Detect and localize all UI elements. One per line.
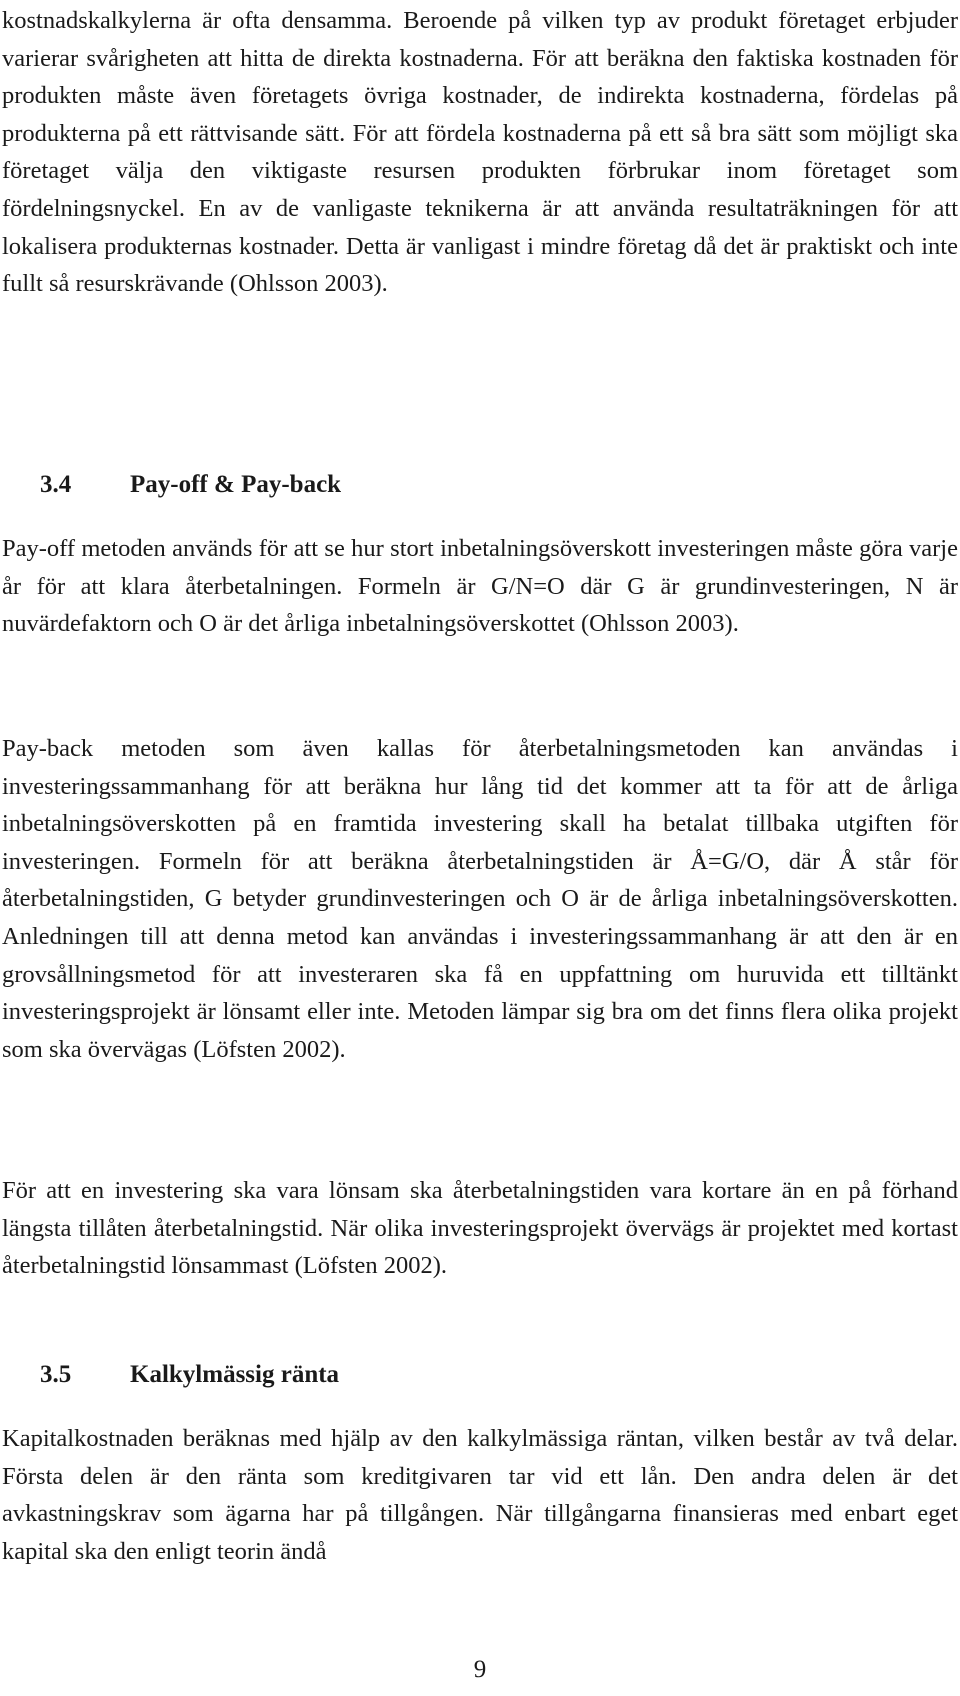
section-heading [40, 1360, 339, 1390]
section-title: Pay-off & Pay-back [130, 471, 342, 498]
body-paragraph: kostnadskalkylerna är ofta densamma. Beroende på vilken typ av produkt företaget erbjuder varierar svårigheten att hitta de direkta kostnaderna. För att beräkna den faktiska kostnaden för produkten måste även företagets övriga kostnader, de indirekta kostnaderna, fördelas på produkterna på ett rättvisande sätt. För att fördela kostnaderna på ett så bra sätt som möjligt ska företaget välja den viktigaste resursen produkten förbrukar inom företaget som fördelningsnyckel. En av de vanligaste teknikerna är att använda resultaträkningen för att lokalisera produkternas kostnader. Detta är vanligast i mindre företag då det är praktiskt och inte fullt så resurskrävande (Ohlsson 2003). [2, 7, 958, 298]
page-number: 9 [473, 1656, 487, 1683]
section-title: Kalkylmässig ränta [130, 1361, 340, 1388]
section-heading [40, 470, 341, 500]
section-number: 3.5 [40, 1361, 72, 1388]
section-number: 3.4 [40, 471, 72, 498]
body-paragraph: Pay-off metoden används för att se hur stort inbetalningsöverskott investeringen måste göra varje år för att klara återbetalningen. Formeln är G/N=O där G är grundinvesteringen, N är nuvärdefaktorn och O är det årliga inbetalningsöverskottet (Ohlsson 2003). [2, 535, 958, 638]
body-paragraph: Pay-back metoden som även kallas för återbetalningsmetoden kan användas i investeringssammanhang för att beräkna hur lång tid det kommer att ta för att de årliga inbetalningsöverskotten på en framtida investering skall ha betalat tillbaka utgiften för investeringen. Formeln för att beräkna återbetalningstiden är Å=G/O, där Å står för återbetalningstiden, G betyder grundinvesteringen och O är de årliga inbetalningsöverskotten. Anledningen till att denna metod kan användas i investeringssammanhang är att den är en grovsållningsmetod för att investeraren ska få en uppfattning om huruvida ett tilltänkt investeringsprojekt är lönsamt eller inte. Metoden lämpar sig bra om det finns flera olika projekt som ska övervägas (Löfsten 2002). [2, 735, 958, 1063]
body-paragraph: För att en investering ska vara lönsam ska återbetalningstiden vara kortare än en på förhand längsta tillåten återbetalningstid. När olika investeringsprojekt övervägs är projektet med kortast återbetalningstid lönsammast (Löfsten 2002). [2, 1177, 958, 1280]
body-paragraph: Kapitalkostnaden beräknas med hjälp av den kalkylmässiga räntan, vilken består av två delar. Första delen är den ränta som kreditgivaren tar vid ett lån. Den andra delen är det avkastningskrav som ägarna har på tillgången. När tillgångarna finansieras med enbart eget kapital ska den enligt teorin ändå [2, 1425, 958, 1565]
